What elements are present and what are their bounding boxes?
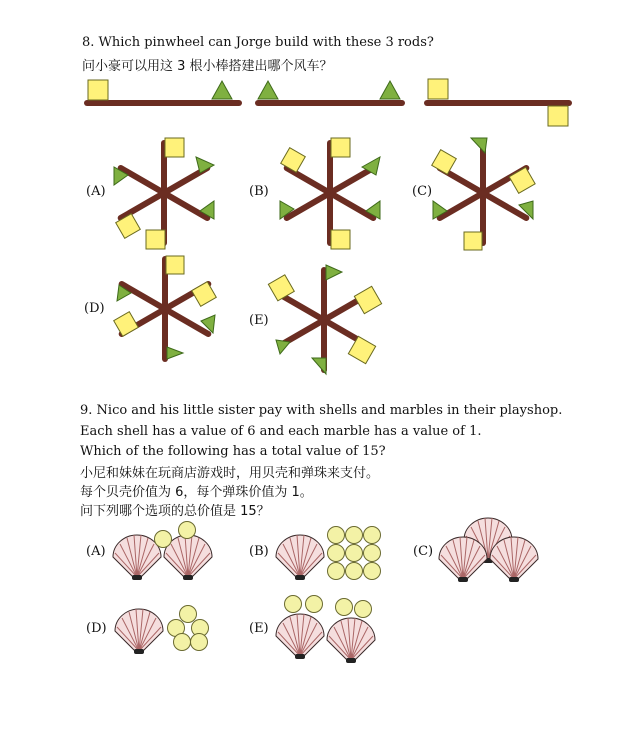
option-e-figure[interactable] [276,596,375,664]
q9-option-e-label[interactable]: (E) [249,621,269,636]
q9-line3-en: Which of the following has a total value of 15? [80,444,386,459]
q9-option-a-label[interactable]: (A) [86,544,106,559]
marble [346,545,363,562]
q9-line3-zh: 问下列哪个选项的总价值是 15？ [80,504,270,519]
option-a-figure[interactable] [113,522,212,581]
option-b-figure[interactable] [276,527,381,581]
marble [191,634,208,651]
marble [174,634,191,651]
option-d-figure[interactable] [115,606,209,655]
marble [180,606,197,623]
marble [328,545,345,562]
marble [328,563,345,580]
q9-line1-zh: 小尼和妹妹在玩商店游戏时，用贝壳和弹珠来支付。 [80,466,380,481]
marble [336,599,353,616]
marble [364,563,381,580]
q9-line2-en: Each shell has a value of 6 and each marble has a value of 1. [80,424,482,439]
q9-option-d-label[interactable]: (D) [86,621,107,636]
q8-option-c-label[interactable]: (C) [412,184,433,199]
marble [306,596,323,613]
shell [276,535,324,580]
q8-option-d-label[interactable]: (D) [84,301,105,316]
shell [276,614,324,659]
marble [155,531,172,548]
shell [439,537,487,582]
q8-title-zh: 问小豪可以用这 3 根小棒搭建出哪个风车？ [82,59,333,74]
shell [113,535,161,580]
shell [490,537,538,582]
marble [328,527,345,544]
option-c-figure[interactable] [439,518,538,582]
q8-option-e-label[interactable]: (E) [249,313,269,328]
marble [364,545,381,562]
q9-option-c-label[interactable]: (C) [413,544,434,559]
q8-title-en: 8. Which pinwheel can Jorge build with these 3 rods? [82,35,434,50]
marble [346,527,363,544]
q8-option-a-label[interactable]: (A) [86,184,106,199]
q9-title-en: 9. Nico and his little sister pay with shells and marbles in their playshop. [80,403,563,418]
marble [179,522,196,539]
marble [364,527,381,544]
q9-option-b-label[interactable]: (B) [249,544,269,559]
shell [115,609,163,654]
shell [327,618,375,663]
marble [285,596,302,613]
marble [355,601,372,618]
q9-line2-zh: 每个贝壳价值为 6，每个弹珠价值为 1。 [80,485,313,500]
marble [346,563,363,580]
q8-option-b-label[interactable]: (B) [249,184,269,199]
